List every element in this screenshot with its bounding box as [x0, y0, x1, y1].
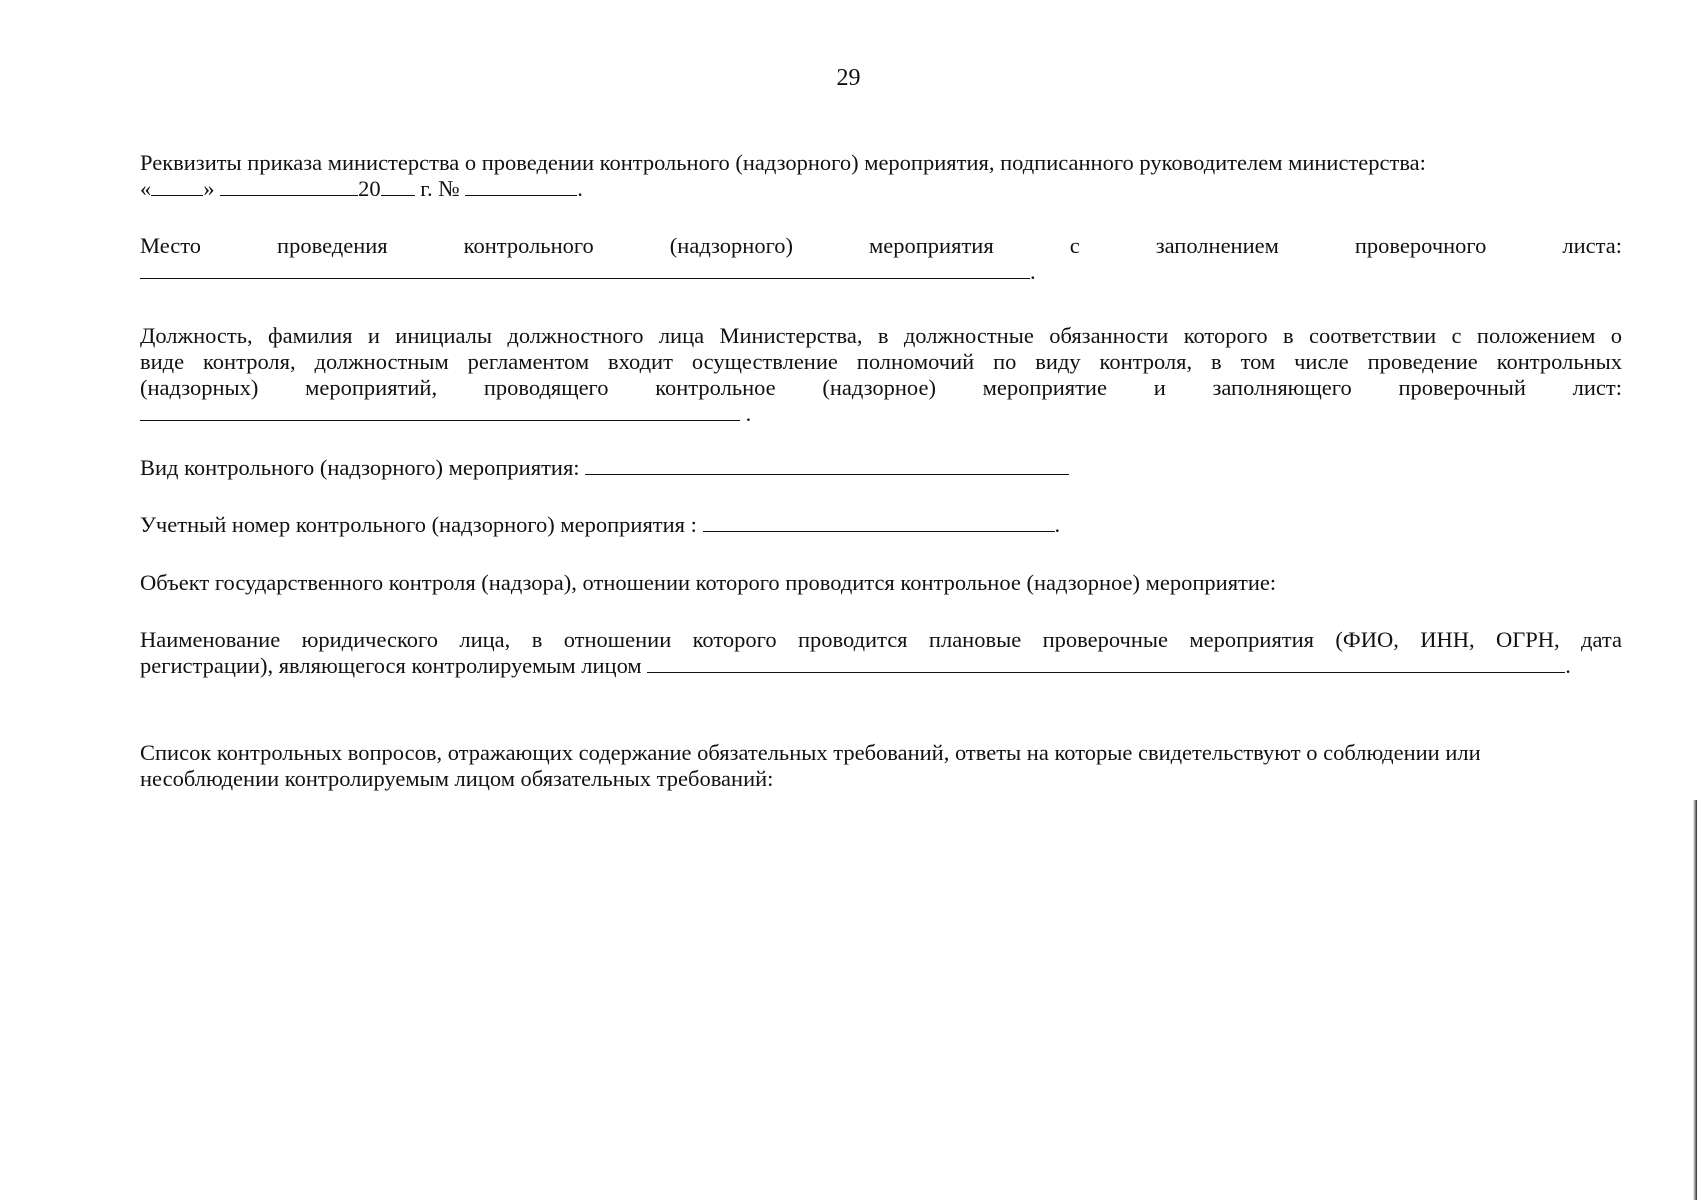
record-number-blank[interactable] — [703, 512, 1055, 532]
event-type-paragraph — [140, 455, 1622, 481]
period: . — [1054, 512, 1061, 537]
location-line — [140, 259, 1622, 285]
page-number: 29 — [836, 65, 861, 91]
scan-edge-shadow — [1693, 800, 1697, 1200]
order-date-number-line — [140, 176, 1622, 202]
event-type-label: Вид контрольного (надзорного) мероприятия: — [140, 455, 580, 480]
open-quote: « — [140, 176, 152, 201]
legal-entity-text-line-1: Наименование юридического лица, в отношении которого проводится плановые проверочные мероприятия (ФИО, ИНН, ОГРН, дата — [140, 627, 1622, 652]
official-paragraph — [140, 323, 1622, 427]
legal-entity-line-2 — [140, 653, 1622, 679]
control-object-text: Объект государственного контроля (надзора), отношении которого проводится контрольное (надзорное) мероприятие: — [140, 570, 1277, 595]
record-number-label: Учетный номер контрольного (надзорного) мероприятия : — [140, 512, 697, 537]
official-text-line-2: виде контроля, должностным регламентом входит осуществление полномочий по виду контроля, в том числе проведение контрольных — [140, 349, 1622, 374]
questions-list-text-line-2: несоблюдении контролируемым лицом обязательных требований: — [140, 766, 774, 791]
year-blank[interactable] — [381, 176, 415, 196]
legal-entity-paragraph — [140, 627, 1622, 679]
questions-list-text-line-1: Список контрольных вопросов, отражающих содержание обязательных требований, ответы на которые свидетельствуют о соблюдении или — [140, 740, 1481, 765]
control-object-paragraph — [140, 570, 1622, 596]
period: . — [1565, 653, 1571, 678]
legal-entity-blank[interactable] — [647, 653, 1565, 673]
official-blank[interactable] — [140, 401, 740, 421]
year-prefix: 20 — [358, 176, 381, 201]
questions-list-paragraph — [140, 740, 1622, 792]
period: . — [577, 176, 583, 201]
official-line — [140, 401, 1622, 427]
record-number-line — [140, 512, 1622, 538]
close-quote: » — [203, 176, 215, 201]
order-details-text: Реквизиты приказа министерства о проведении контрольного (надзорного) мероприятия, подписанного руководителем министерства: — [140, 150, 1426, 175]
legal-entity-label: регистрации), являющегося контролируемым лицом — [140, 653, 642, 678]
location-blank[interactable] — [140, 259, 1030, 279]
location-paragraph — [140, 233, 1622, 285]
period: . — [745, 401, 752, 426]
period: . — [1030, 259, 1036, 284]
event-type-blank[interactable] — [585, 455, 1069, 475]
location-text: Место проведения контрольного (надзорного) мероприятия с заполнением проверочного листа: — [140, 233, 1622, 258]
order-number-blank[interactable] — [465, 176, 577, 196]
month-blank[interactable] — [220, 176, 358, 196]
record-number-paragraph — [140, 512, 1622, 538]
order-details-paragraph — [140, 150, 1622, 202]
official-text-line-3: (надзорных) мероприятий, проводящего контрольное (надзорное) мероприятие и заполняющего проверочный лист: — [140, 375, 1622, 400]
event-type-line — [140, 455, 1622, 481]
official-text-line-1: Должность, фамилия и инициалы должностного лица Министерства, в должностные обязанности которого в соответствии с положением о — [140, 323, 1622, 348]
day-blank[interactable] — [151, 176, 203, 196]
order-number-label: г. № — [420, 176, 460, 201]
